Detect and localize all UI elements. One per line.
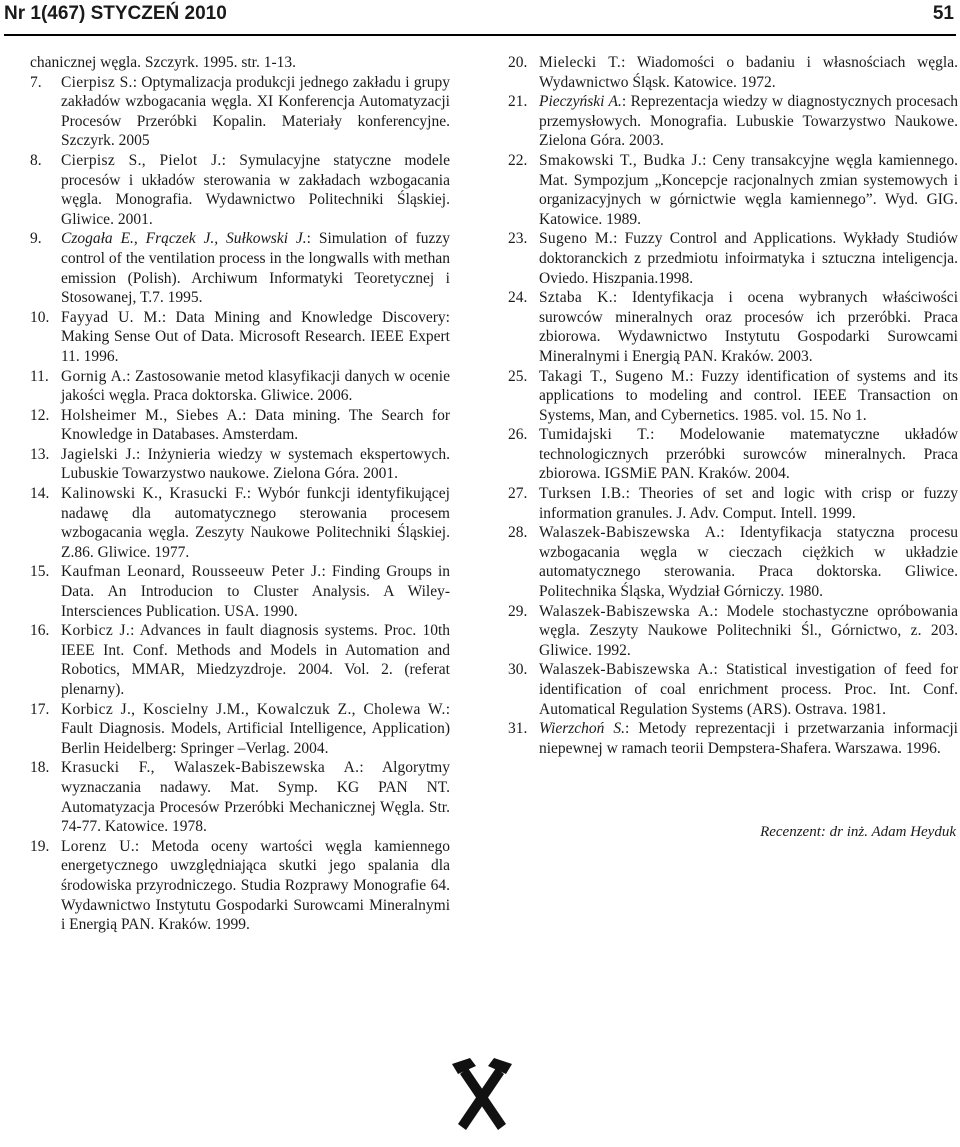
reference-authors: Kaufman Leonard, Rousseeuw Peter J.	[61, 563, 322, 581]
reference-number: 28.	[508, 524, 528, 542]
reference-number: 22.	[508, 151, 528, 169]
reference-number: 12.	[30, 406, 50, 424]
reference-number: 11.	[30, 367, 49, 385]
reference-item	[508, 288, 958, 366]
reference-number: 24.	[508, 289, 528, 307]
reference-item	[30, 758, 450, 836]
reference-authors: Walaszek-Babiszewska A.	[539, 661, 714, 679]
reference-authors: Walaszek-Babiszewska A.	[539, 602, 714, 620]
reference-number: 15.	[30, 563, 50, 581]
reference-item	[508, 484, 958, 523]
reference-number: 9.	[30, 230, 42, 248]
reference-number: 20.	[508, 54, 528, 71]
reference-item	[508, 53, 958, 92]
reference-item	[508, 523, 958, 601]
reference-authors: Smakowski T., Budka J.	[539, 151, 703, 169]
reference-text: : Wybór funkcji identyfikującej nadawę dla automatycznego sterowania procesem wzbogacania węgla. Zeszyty Naukowe Politechniki Śląskiej. Z.86. Gliwice. 1977.	[61, 485, 450, 561]
reference-item	[30, 621, 450, 699]
reference-item	[30, 151, 450, 229]
reference-number: 7.	[30, 73, 42, 91]
reference-item	[508, 92, 958, 151]
reference-text: : Optymalizacja produkcji jednego zakładu i grupy zakładów wzbogacania węgla. XI Konferencja Automatyzacji Procesów Przeróbki Kopalin. Materiały konferencyjne. Szczyrk. 2005	[61, 73, 450, 150]
reference-text: : Advances in fault diagnosis systems. Proc. 10th IEEE Int. Conf. Methods and Models in Automation and Robotics, MMAR, Miedzyzdroje. 2004. Vol. 2. (referat plenarny).	[61, 622, 451, 698]
reference-item	[30, 837, 450, 935]
reference-authors: Korbicz J.	[61, 622, 131, 640]
reference-text: : Fuzzy identification of systems and its applications to modeling and control. IEEE Transaction on Systems, Man, and Cybernetics. 1985. vol. 15. No 1.	[539, 367, 958, 424]
reference-item	[30, 53, 450, 73]
reference-text: : Theories of set and logic with crisp or fuzzy information granules. J. Adv. Comput. Intell. 1999.	[539, 485, 958, 522]
reference-authors: Turksen I.B.	[539, 485, 626, 503]
reference-number: 27.	[508, 485, 528, 503]
reference-item	[508, 602, 958, 661]
reference-text: : Symulacyjne statyczne modele procesów i układów sterowania w zakładach wzbogacania węgla. Monografia. Wydawnictwo Politechniki Śląskiej. Gliwice. 2001.	[61, 151, 450, 228]
reference-text: : Metoda oceny wartości węgla kamiennego energetycznego uwzględniająca skutki jego spalania dla środowiska przyrodniczego. Studia Rozprawy Monografie 64. Wydawnictwo Instytutu Gospodarki Surowcami Mineralnymi i Energią PAN. Kraków. 1999.	[61, 837, 450, 934]
reference-authors: Fayyad U. M.	[61, 308, 162, 326]
reference-authors: Gornig A.	[61, 367, 127, 385]
reference-authors: Holsheimer M., Siebes A.	[61, 406, 243, 424]
crossed-hammers-icon	[450, 1058, 514, 1136]
reference-text: chanicznej węgla. Szczyrk. 1995. str. 1-13.	[30, 54, 296, 71]
reference-number: 18.	[30, 759, 50, 777]
reference-authors: Tumidajski T.	[539, 426, 651, 444]
reference-authors: Wierzchoń S.	[539, 720, 625, 738]
reference-item	[508, 229, 958, 288]
reference-text: : Ceny transakcyjne węgla kamiennego. Mat. Sympozjum „Koncepcje racjonalnych zmian systemowych i organizacyjnych w górnictwie węgla kamiennego”. Wyd. GIG. Katowice. 1989.	[539, 151, 958, 228]
reference-item	[508, 660, 958, 719]
reference-text: : Wiadomości o badaniu i własnościach węgla. Wydawnictwo Śląsk. Katowice. 1972.	[539, 54, 958, 91]
reference-item	[30, 406, 450, 445]
reference-number: 16.	[30, 622, 50, 640]
reference-text: : Data Mining and Knowledge Discovery: Making Sense Out of Data. Microsoft Research. IEEE Expert 11. 1996.	[61, 308, 450, 365]
reference-authors: Lorenz U.	[61, 837, 135, 855]
page-header	[4, 0, 956, 36]
reference-authors: Mielecki T.	[539, 54, 622, 71]
reference-authors: Sztaba K.	[539, 289, 613, 307]
reference-item	[30, 700, 450, 759]
reference-text: : Modele stochastyczne opróbowania węgla. Zeszyty Naukowe Politechniki Śl., Górnictwo, z. 203. Gliwice. 1992.	[539, 602, 958, 659]
reference-item	[30, 308, 450, 367]
reference-number: 19.	[30, 837, 50, 855]
reference-text: : Metody reprezentacji i przetwarzania informacji niepewnej w ramach teorii Dempstera-Shafera. Warszawa. 1996.	[539, 720, 958, 757]
reference-text: : Algorytmy wyznaczania nadawy. Mat. Symp. KG PAN NT. Automatyzacja Procesów Przeróbki Mechanicznej Węgla. Str. 74-77. Katowice. 1978.	[61, 759, 450, 836]
reference-text: : Data mining. The Search for Knowledge in Databases. Amsterdam.	[61, 406, 450, 444]
reference-number: 29.	[508, 602, 528, 620]
reference-item	[30, 367, 450, 406]
reference-text: : Simulation of fuzzy control of the ventilation process in the longwalls with methan emission (Polish). Archiwum Informatyki Teoretycznej i Stosowanej, T.7. 1995.	[61, 230, 450, 307]
reference-number: 23.	[508, 230, 528, 248]
reference-item	[508, 151, 958, 229]
reference-authors: Jagielski J.	[61, 445, 137, 463]
reference-item	[30, 445, 450, 484]
reference-text: : Reprezentacja wiedzy w diagnostycznych procesach przemysłowych. Monografia. Lubuskie Towarzystwo Naukowe. Zielona Góra. 2003.	[539, 93, 958, 150]
reference-number: 30.	[508, 661, 528, 679]
reference-authors: Krasucki F., Walaszek-Babiszewska A.	[61, 759, 360, 777]
issue-label: Nr 1(467) STYCZEŃ 2010	[4, 3, 227, 24]
reference-number: 17.	[30, 700, 50, 718]
reference-authors: Sugeno M.	[539, 230, 614, 248]
reference-text: : Fault Diagnosis. Models, Artificial Intelligence, Application) Berlin Heidelberg: Springer –Verlag. 2004.	[61, 700, 450, 757]
reference-number: 31.	[508, 720, 528, 738]
reference-number: 25.	[508, 367, 528, 385]
reference-authors: Czogała E., Frączek J., Sułkowski J.	[61, 230, 307, 248]
reference-text: : Identyfikacja statyczna procesu wzbogacania węgla w cieczach ciężkich w układzie automatycznego sterowania. Praca doktorska. Gliwice. Politechnika Śląska, Wydział Górniczy. 1980.	[539, 524, 958, 601]
reference-number: 8.	[30, 151, 42, 169]
reference-item	[508, 367, 958, 426]
reference-number: 10.	[30, 308, 50, 326]
reference-authors: Walaszek-Babiszewska A.	[539, 524, 721, 542]
reference-number: 21.	[508, 93, 528, 111]
page-number: 51	[932, 3, 954, 24]
reference-text: : Zastosowanie metod klasyfikacji danych w ocenie jakości węgla. Praca doktorska. Gliwice. 2006.	[61, 367, 450, 405]
reference-text: : Identyfikacja i ocena wybranych właściwości surowców mineralnych oraz procesów ich przeróbki. Praca zbiorowa. Wydawnictwo Instytutu Gospodarki Surowcami Mineralnymi i Energią PAN. Kraków. 2003.	[539, 289, 958, 365]
reference-item	[30, 229, 450, 307]
reference-number: 14.	[30, 485, 50, 503]
reference-authors: Cierpisz S.	[61, 73, 133, 91]
reference-authors: Pieczyński A.	[539, 93, 622, 111]
references-left-column	[30, 53, 450, 935]
reference-item	[508, 425, 958, 484]
reference-text: : Fuzzy Control and Applications. Wykłady Studiów doktoranckich z przedmiotu infoirmatyka i sztuczna inteligencja. Oviedo. Hiszpania.1998.	[539, 230, 958, 287]
reference-authors: Kalinowski K., Krasucki F.	[61, 485, 247, 503]
reference-text: : Modelowanie matematyczne układów technologicznych przeróbki surowców mineralnych. Praca zbiorowa. IGSMiE PAN. Kraków. 2004.	[539, 426, 959, 483]
reviewer-note: Recenzent: dr inż. Adam Heyduk	[760, 824, 956, 840]
reference-authors: Takagi T., Sugeno M.	[539, 367, 690, 385]
reference-text: : Finding Groups in Data. An Introducion to Cluster Analysis. A Wiley-Intersciences Publication. USA. 1990.	[61, 563, 451, 620]
references-right-column	[508, 53, 958, 758]
reference-item	[30, 73, 450, 151]
reference-text: : Inżynieria wiedzy w systemach ekspertowych. Lubuskie Towarzystwo naukowe. Zielona Góra. 2001.	[61, 445, 451, 483]
reference-authors: Cierpisz S., Pielot J.	[61, 151, 222, 169]
reference-text: : Statistical investigation of feed for identification of coal enrichment process. Proc. Int. Conf. Automatical Regulation Systems (ARS). Ostrava. 1981.	[539, 661, 958, 718]
reference-authors: Korbicz J., Koscielny J.M., Kowalczuk Z., Cholewa W.	[61, 700, 446, 718]
reference-number: 13.	[30, 445, 50, 463]
reference-item	[508, 719, 958, 758]
reference-number: 26.	[508, 426, 528, 444]
reference-item	[30, 484, 450, 562]
reference-item	[30, 562, 450, 621]
